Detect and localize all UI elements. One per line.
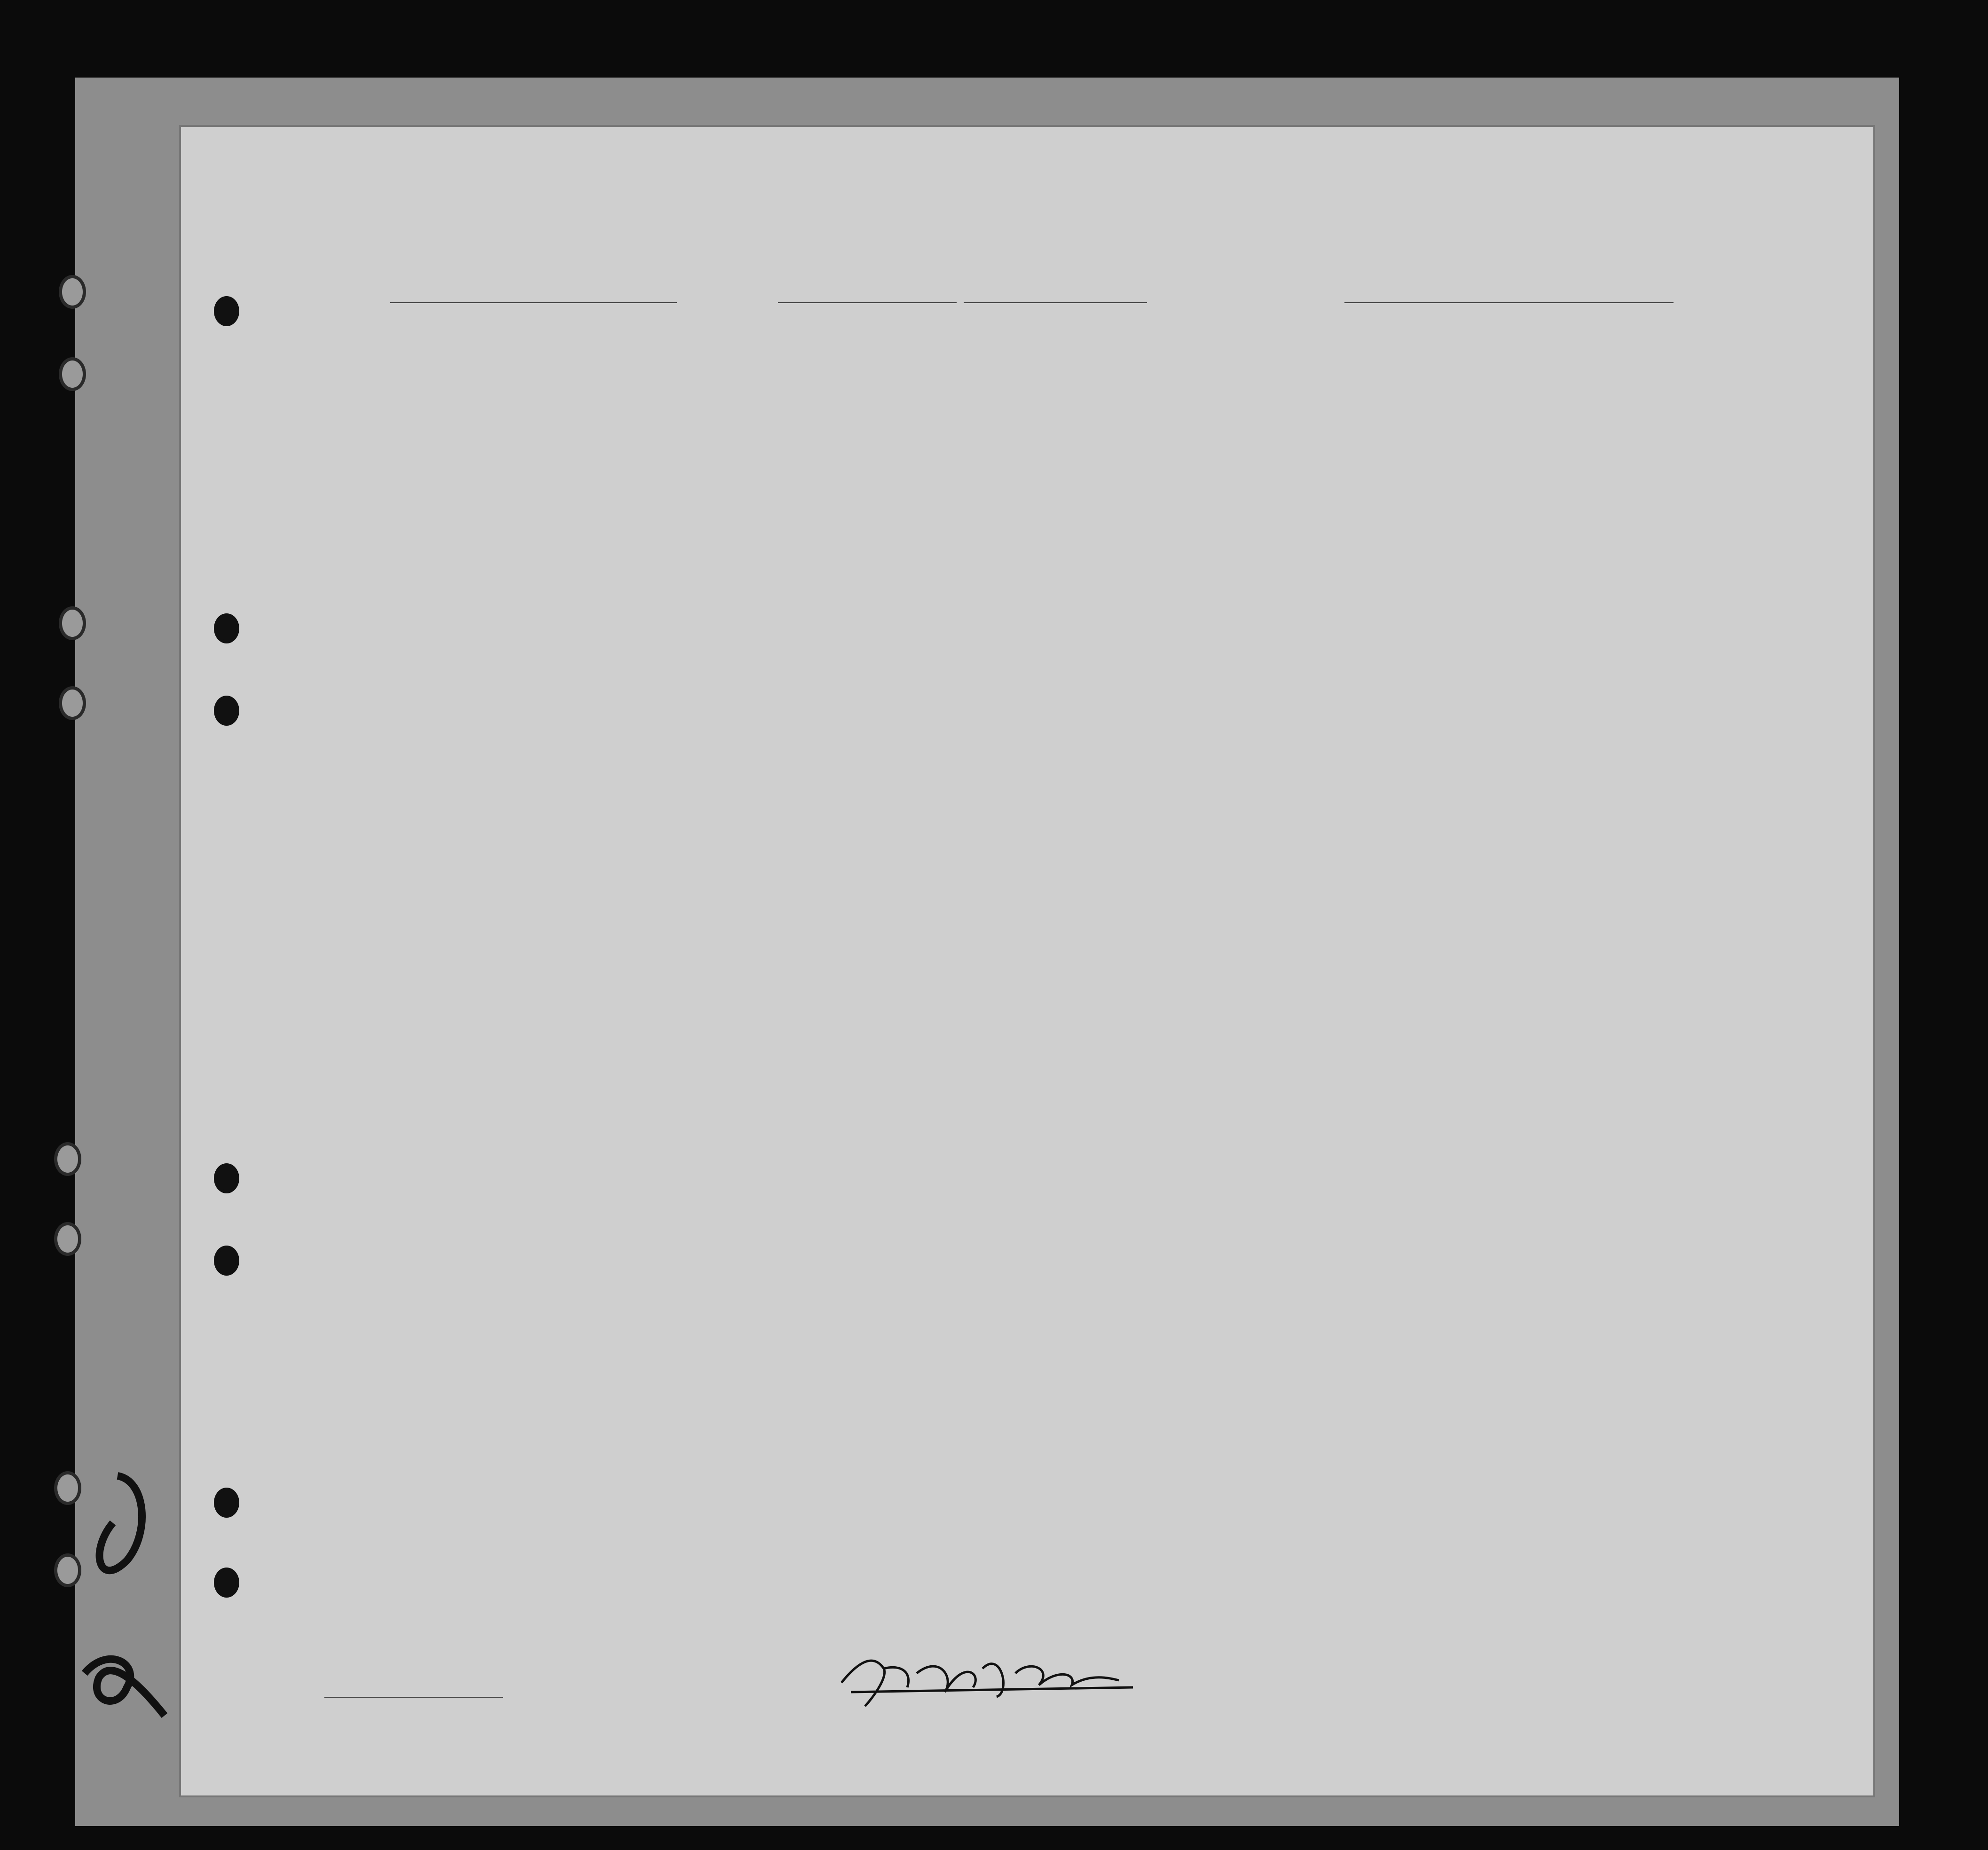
agents-underline bbox=[324, 1697, 503, 1698]
binder-hole bbox=[59, 606, 86, 640]
margin-scribble bbox=[71, 1466, 174, 1730]
port-underline bbox=[1344, 302, 1674, 303]
binder-hole bbox=[59, 275, 86, 309]
binder-hole bbox=[59, 686, 86, 720]
inspector-signature bbox=[832, 1640, 1142, 1711]
arriving-underline bbox=[778, 302, 957, 303]
sheet-hole bbox=[214, 1246, 239, 1276]
sheet-hole bbox=[214, 696, 239, 726]
sheet-hole bbox=[214, 1568, 239, 1598]
sheet-hole bbox=[214, 1163, 239, 1193]
manifest-sheet bbox=[181, 127, 1873, 1795]
binder-hole bbox=[54, 1142, 81, 1176]
binder-hole bbox=[59, 357, 86, 391]
date-underline bbox=[964, 302, 1147, 303]
vessel-underline bbox=[390, 302, 677, 303]
sheet-hole bbox=[214, 613, 239, 643]
sheet-hole bbox=[214, 296, 239, 326]
binder-hole bbox=[54, 1222, 81, 1256]
sheet-hole bbox=[214, 1488, 239, 1518]
